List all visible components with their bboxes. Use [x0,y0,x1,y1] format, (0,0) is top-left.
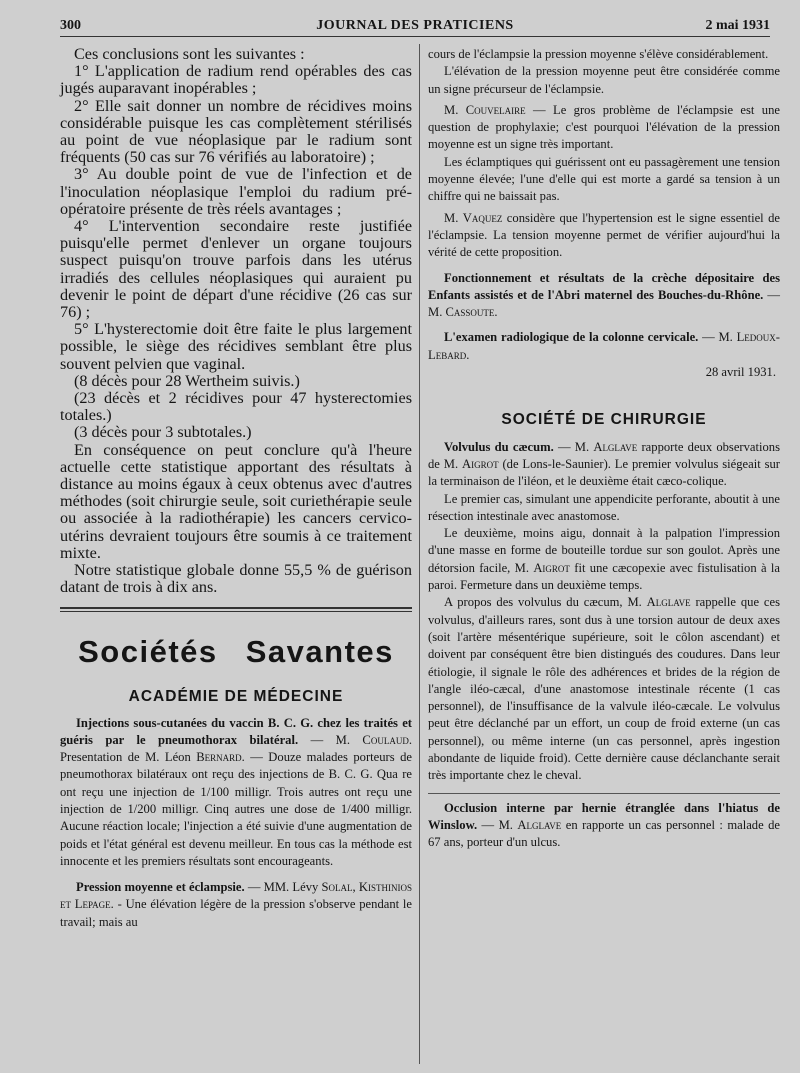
conclusion-paragraph: 5° L'hysterectomie doit être faite le plus largement possible, le siège des récidives semblant être plus souvent pelvien que vaginal. [60,320,412,373]
article-creche: Fonctionnement et résultats de la crèche dépositaire des Enfants assistés et de l'Abri maternel des Bouches-du-Rhône. — M. Cassoute. [428,270,780,320]
signature-date: 28 avril 1931. [705,365,776,380]
author-name: Alglave [646,595,691,610]
article-divider [428,793,780,794]
author-name: Ledoux-Lebard [428,330,780,362]
journal-title: JOURNAL DES PRATICIENS [316,18,514,33]
article-radiologie: L'examen radiologique de la colonne cervicale. — M. Ledoux-Lebard. [428,330,780,362]
article-title: Volvulus du cæcum. [444,439,554,454]
right-column [428,46,780,851]
paragraph: Le deuxième, moins aigu, donnait à la palpation l'impression d'une masse en forme de bouteille tordue sur son goulot. Après une détorsion facile, M. Aigrot fit une cæcopexie avec fistulisation à la paroi. Fermeture dans un deuxième temps. [428,526,780,593]
author-name: Aigrot [462,456,499,471]
conclusions-block [60,46,412,597]
article-title: Fonctionnement et résultats de la crèche dépositaire des Enfants assistés et de l'Abri maternel des Bouches-du-Rhône. [428,270,780,302]
conclusion-paragraph: 1° L'application de radium rend opérables des cas jugés auparavant inopérables ; [60,62,412,98]
paragraph: A propos des volvulus du cæcum, M. Alglave rappelle que ces volvulus, d'ailleurs rares, sont dus à une torsion autour de deux axes (soit l'artère mésentérique supérieure, soit le côlon ascendant) et doivent par conséquent être bien distingués des coudures. Dans leur étiologie, il signale le rôle des adhérences et brides de la région de l'angle iléo-cæcal, d'une anastomose intestinale récente (1 cas personnel), de l'insuffisance de la valvule iléo-cæcale. Le volvulus peut être déclanché par un effort, un coup de froid externe (un cas personnel), ou même interne (un cas personnel, après ingestion abondante de liquide froid). Cette dernière cause déclanchante serait très importante chez le cheval. [428,595,780,783]
academie-articles [60,715,412,932]
article-pression: Pression moyenne et éclampsie. — MM. Lévy Solal, Kisthinios et Lepage. - Une élévation légère de la pression s'observe pendant le travail; mais au [60,880,413,929]
conclusion-paragraph: 2° Elle sait donner un nombre de récidives moins considérable puisque les cas complètement stérilisés au point de vue néoplasique par le radium sont fréquents (50 cas sur 76 vérifiés au laboratoire) ; [60,96,412,167]
banner-title: Sociétés Savantes [78,633,394,669]
paragraph: M. Vaquez considère que l'hypertension est le signe essentiel de l'éclampsie. La tension moyenne permet de vérifier aujourd'hui la vérité de cette proposition. [428,210,780,260]
article-title: L'examen radiologique de la colonne cervicale. [444,330,699,345]
paragraph: Les éclamptiques qui guérissent ont eu passagèrement une tension moyenne élevée; l'une d'elle qui est morte a gardé sa tension à un chiffre qui ne baissait pas. [428,154,780,204]
paragraph: cours de l'éclampsie la pression moyenne s'élève considérablement. [428,47,769,61]
author-name: Cassoute [445,305,495,320]
article-bcg: Injections sous-cutanées du vaccin B. C. G. chez les traités et guéris par le pneumothorax bilatéral. — M. Coulaud. Presentation de M. Léon Bernard. — Douze malades porteurs de pneumothorax bilatéraux ont reçu des injections de B. C. G. Qua re ont reçu une injection de 1/100 milligr. Trois autres ont reçu une injection de 1/200 milligr. Cinq autres une dose de 1/400 milligr. Aucune réaction locale; l'injection a été suivie d'une augmentation de poids et l'état général est devenu meilleur. En tous cas la méthode est innocente et les premiers résultats sont encourageants. [60,715,412,868]
article-title: Pression moyenne et éclampsie. [76,880,245,895]
conclusion-paragraph: (3 décès pour 3 subtotales.) [74,423,252,442]
author-name: Bernard [196,750,242,765]
article-occlusion: Occlusion interne par hernie étranglée dans l'hiatus de Winslow. — M. Alglave en rapporte un cas personnel : malade de 67 ans, porteur d'un ulcus. [428,800,780,850]
conclusion-paragraph: Ces conclusions sont les suivantes : [74,45,305,63]
paragraph: M. Couvelaire — Le gros problème de l'éclampsie est une question de prophylaxie; c'est pourquoi l'élévation de la pression moyenne est un signe très important. [428,102,780,152]
section-rule [60,607,412,612]
article-title: Injections sous-cutanées du vaccin B. C. G. chez les traités et guéris par le pneumothorax bilatéral. [60,715,412,747]
author-name: Solal, Kisthinios et Lepage [60,880,413,912]
author-name: Alglave [593,439,638,454]
conclusion-paragraph: 4° L'intervention secondaire reste justifiée puisqu'elle permet d'enlever un organe toujours suspect puisqu'on trouve parfois dans les utérus irradiés des cellules néoplasiques qui auraient pu devenir le point de départ d'une récidive (26 cas sur 76) ; [60,217,412,322]
paragraph: Le premier cas, simulant une appendicite perforante, aboutit à une résection intestinale avec anastomose. [428,491,780,523]
conclusion-paragraph: (23 décès et 2 récidives pour 47 hysterectomies totales.) [60,389,412,425]
column-divider [419,44,420,1064]
conclusion-paragraph: En conséquence on peut conclure qu'à l'heure actuelle cette statistique apportant des résultats à distance au moins égaux à ceux obtenus avec d'autres méthodes (soit chirurgie seule, soit curiethérapie seule ou associée à la radiothérapie) les cancers cervico-utérins devraient toujours être soumis à ce traitement mixte. [60,440,412,562]
article-title: Occlusion interne par hernie étranglée dans l'hiatus de Winslow. [428,800,780,832]
page-number: 300 [60,18,81,33]
section-heading-academie: ACADÉMIE DE MÉDECINE [128,687,344,705]
section-heading-chirurgie: SOCIÉTÉ DE CHIRURGIE [501,411,707,429]
paragraph: L'élévation de la pression moyenne peut être considérée comme un signe précurseur de l'éclampsie. [428,64,780,96]
author-name: Alglave [517,817,562,832]
author-name: Vaquez [462,210,503,225]
conclusion-paragraph: 3° Au double point de vue de l'infection et de l'inoculation néoplasique l'emploi du radium pré-opératoire présente de très réels avantages ; [60,165,412,218]
conclusion-paragraph: (8 décès pour 28 Wertheim suivis.) [74,371,300,390]
article-volvulus: Volvulus du cæcum. — M. Alglave rapporte deux observations de M. Aigrot (de Lons-le-Saunier). Le premier volvulus siégeait sur la terminaison de l'iléon, et le deuxième était cæco-colique. [428,439,780,489]
conclusion-paragraph: Notre statistique globale donne 55,5 % de guérison datant de trois à dix ans. [60,561,412,597]
author-name: Aigrot [533,560,570,575]
author-name: Coulaud [362,732,409,747]
author-name: Couvelaire [465,102,526,117]
running-header [60,14,770,37]
left-column [60,46,412,931]
issue-date: 2 mai 1931 [705,18,770,33]
